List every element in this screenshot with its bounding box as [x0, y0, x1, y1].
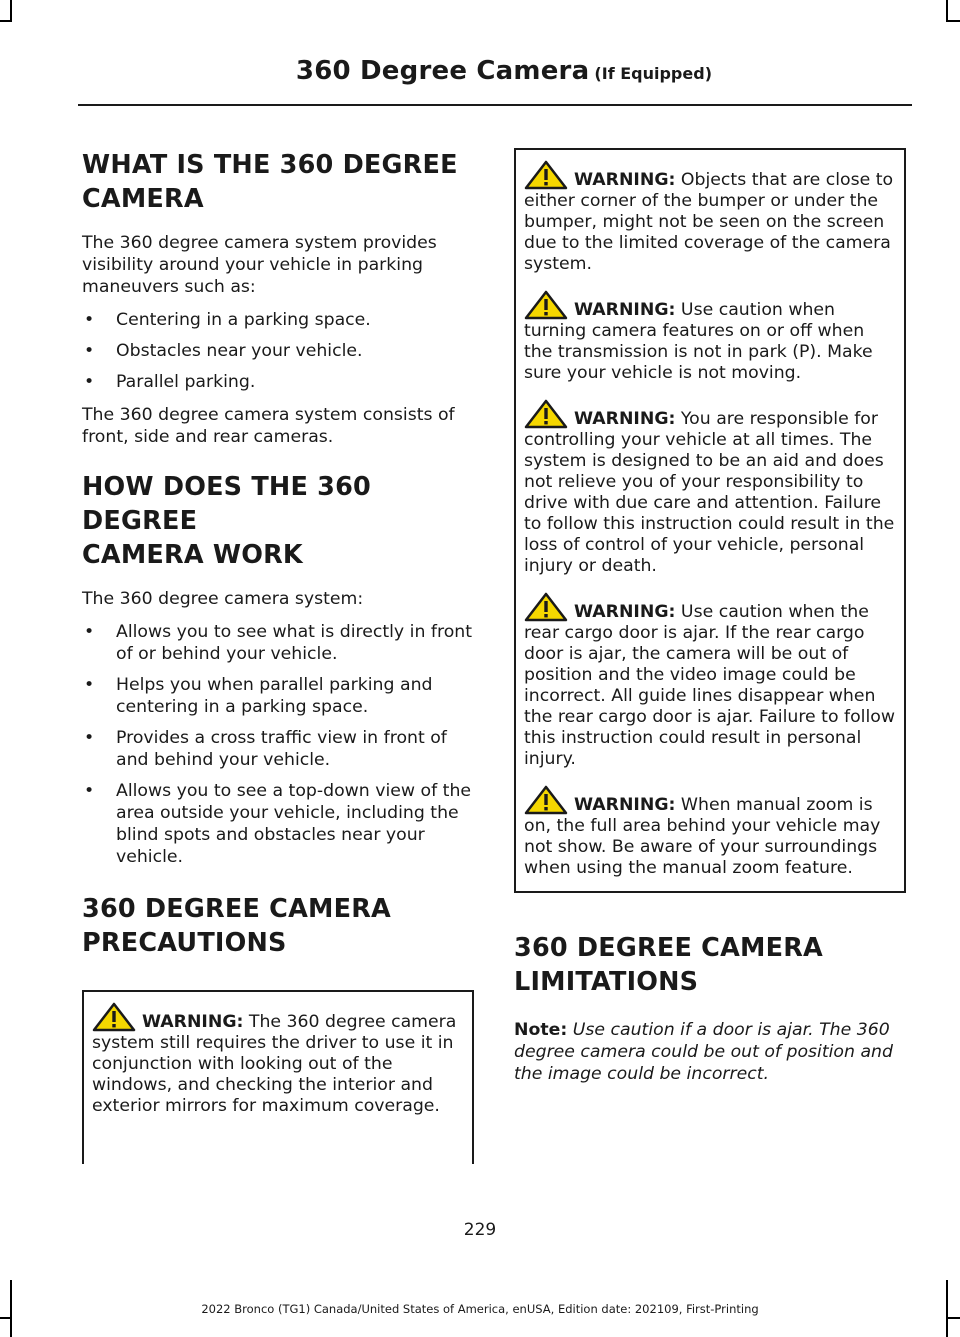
crop-mark: [946, 0, 948, 22]
crop-mark: [0, 20, 12, 22]
page-title: 360 Degree Camera: [295, 56, 590, 86]
note-paragraph: [514, 1019, 906, 1085]
header-rule: [78, 104, 912, 106]
section-heading-how-does: HOW DOES THE 360 DEGREE CAMERA WORK: [82, 472, 371, 570]
page-header: [296, 56, 712, 86]
list-item: • Allows you to see what is directly in front of or behind your vehicle.: [82, 621, 474, 665]
warning-item: [524, 785, 896, 879]
list-item: • Centering in a parking space.: [82, 309, 474, 331]
note-label: Note:: [514, 1020, 568, 1040]
warning-triangle-icon: [524, 160, 568, 190]
list-item: • Obstacles near your vehicle.: [82, 340, 474, 362]
note-text: Use caution if a door is ajar. The 360 degree camera could be out of position and the image could be incorrect.: [514, 1020, 893, 1084]
warning-triangle-icon: [92, 1002, 136, 1032]
list-item: • Parallel parking.: [82, 371, 474, 393]
crop-mark: [10, 0, 12, 22]
page-subtitle: (If Equipped): [594, 64, 712, 83]
bullet-list: [82, 621, 474, 868]
crop-mark: [0, 1317, 12, 1319]
warning-label: WARNING:: [574, 300, 676, 320]
list-item: • Provides a cross traffic view in front of and behind your vehicle.: [82, 727, 474, 771]
warning-label: WARNING:: [574, 602, 676, 622]
warning-item: [524, 160, 896, 275]
warning-label: WARNING:: [574, 409, 676, 429]
section-heading-what-is: WHAT IS THE 360 DEGREE CAMERA: [82, 150, 458, 214]
warning-label: WARNING:: [574, 795, 676, 815]
list-item: • Allows you to see a top-down view of the area outside your vehicle, including the blind spots and obstacles near your vehicle.: [82, 780, 474, 868]
warning-triangle-icon: [524, 785, 568, 815]
paragraph: The 360 degree camera system provides visibility around your vehicle in parking maneuvers such as:: [82, 233, 437, 297]
page-number: 229: [463, 1220, 497, 1240]
warning-triangle-icon: [524, 290, 568, 320]
warning-box: [514, 148, 906, 893]
section-heading-precautions: 360 DEGREE CAMERA PRECAUTIONS: [82, 894, 391, 958]
list-item: • Helps you when parallel parking and centering in a parking space.: [82, 674, 474, 718]
warning-label: WARNING:: [142, 1012, 244, 1032]
warning-item: [524, 399, 896, 577]
warning-text: When manual zoom is on, the full area behind your vehicle may not show. Be aware of your surroundings when using the manual zoom feature.: [524, 795, 881, 878]
warning-label: WARNING:: [574, 170, 676, 190]
warning-text: Objects that are close to either corner of the bumper or under the bumper, might not be seen on the screen due to the limited coverage of the camera system.: [524, 170, 894, 274]
warning-item: [524, 592, 896, 770]
warning-triangle-icon: [524, 399, 568, 429]
crop-mark: [946, 1317, 960, 1319]
left-column: [82, 148, 474, 1164]
bullet-list: [82, 309, 474, 393]
section-heading-limitations: 360 DEGREE CAMERA LIMITATIONS: [514, 933, 823, 997]
warning-box: [82, 990, 474, 1164]
paragraph: The 360 degree camera system:: [82, 589, 364, 609]
warning-triangle-icon: [524, 592, 568, 622]
page-footer: 2022 Bronco (TG1) Canada/United States of America, enUSA, Edition date: 202109, First-Printing: [201, 1302, 759, 1316]
warning-text: You are responsible for controlling your vehicle at all times. The system is designed to be an aid and does not relieve you of your responsibility to drive with due care and attention. Failure to follow this instruction could result in the loss of control of your vehicle, personal injury or death.: [524, 409, 895, 576]
warning-text: Use caution when turning camera features on or off when the transmission is not in park (P). Make sure your vehicle is not moving.: [524, 300, 873, 383]
warning-item: [92, 1002, 464, 1117]
right-column: [514, 148, 906, 1085]
paragraph: The 360 degree camera system consists of front, side and rear cameras.: [82, 405, 455, 447]
warning-text: Use caution when the rear cargo door is ajar. If the rear cargo door is ajar, the camera will be out of position and the video image could be incorrect. All guide lines disappear when the rear cargo door is ajar. Failure to follow this instruction could result in personal injury.: [524, 602, 895, 769]
warning-item: [524, 290, 896, 384]
warning-text: The 360 degree camera system still requires the driver to use it in conjunction with looking out of the windows, and checking the interior and exterior mirrors for maximum coverage.: [92, 1012, 457, 1116]
crop-mark: [946, 20, 960, 22]
